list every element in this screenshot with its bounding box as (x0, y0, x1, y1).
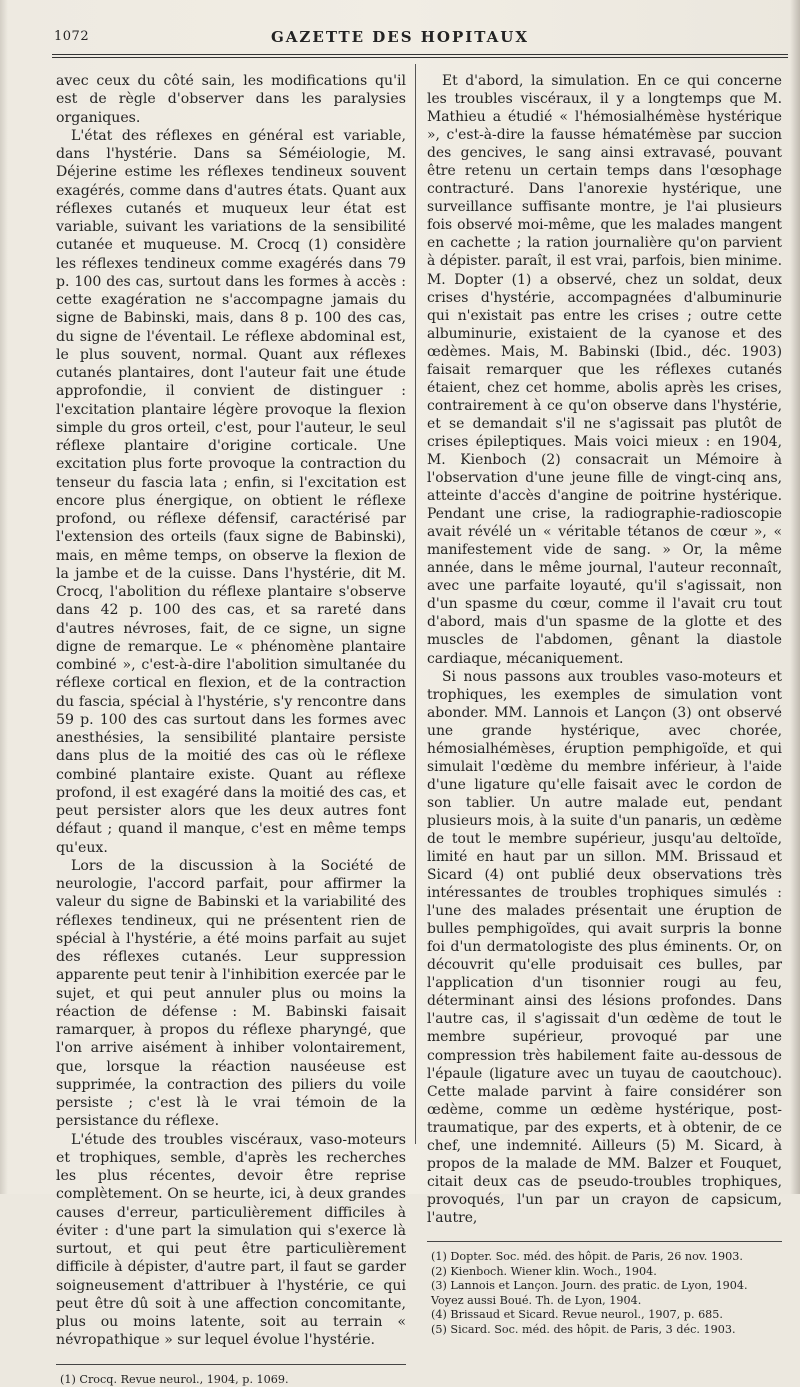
page-edge-shadow (790, 0, 800, 1194)
running-title: GAZETTE DES HOPITAUX (0, 28, 800, 46)
footnotes (427, 1250, 782, 1337)
paragraph: L'état des réflexes en général est variable, dans l'hystérie. Dans sa Séméiologie, M. Déjerine estime les réflexes tendineux souvent exagérés, comme dans d'autres états. Quant aux réflexes cutanés et muqueux leur état est variable, suivant les variations de la sensibilité cutanée et muqueuse. M. Crocq (1) considère les réflexes tendineux comme exagérés dans 79 p. 100 des cas, surtout dans les formes à accès : cette exagération ne s'accompagne jamais du signe de Babinski, mais, dans 8 p. 100 des cas, du signe de l'éventail. Le réflexe abdominal est, le plus souvent, normal. Quant aux réflexes cutanés plantaires, dont l'auteur fait une étude approfondie, il convient de distinguer : l'excitation plantaire légère provoque la flexion simple du gros orteil, c'est, pour l'auteur, le seul réflexe plantaire d'origine corticale. Une excitation plus forte provoque la contraction du tenseur du fascia lata ; enfin, si l'excitation est encore plus énergique, on obtient le réflexe profond, ou réflexe défensif, caractérisé par l'extension des orteils (faux signe de Babinski), mais, en même temps, on observe la flexion de la jambe et de la cuisse. Dans l'hystérie, dit M. Crocq, l'abolition du réflexe plantaire s'observe dans 42 p. 100 des cas, et sa rareté dans d'autres névroses, fait, de ce signe, un signe digne de remarque. Le « phénomène plantaire combiné », c'est-à-dire l'abolition simultanée du réflexe cortical en flexion, et de la contraction du fascia, spécial à l'hystérie, s'y rencontre dans 59 p. 100 des cas surtout dans les formes avec anesthésies, la sensibilité plantaire persiste dans plus de la moitié des cas où le réflexe combiné plantaire existe. Quant au réflexe profond, il est exagéré dans la moitié des cas, et peut persister alors que les deux autres font défaut ; quand il manque, c'est en même temps qu'eux. (56, 127, 406, 857)
left-column (56, 72, 406, 1387)
page-number: 1072 (54, 29, 89, 44)
footnote: (2) Kienboch. Wiener klin. Woch., 1904. (427, 1265, 782, 1280)
footnote: (5) Sicard. Soc. méd. des hôpit. de Paris, 3 déc. 1903. (427, 1323, 782, 1338)
footnote: (3) Lannois et Lançon. Journ. des pratic. de Lyon, 1904. Voyez aussi Boué. Th. de Lyon, 1904. (427, 1279, 782, 1308)
paragraph: Et d'abord, la simulation. En ce qui concerne les troubles viscéraux, il y a longtemps que M. Mathieu a étudié « l'hémosialhémèse hystérique », c'est-à-dire la fausse hématémèse par succion des gencives, le sang ainsi extravasé, pouvant être retenu un certain temps dans l'œsophage contracturé. Dans l'anorexie hystérique, une surveillance suffisante montre, je l'ai plusieurs fois observé moi-même, que les malades mangent en cachette ; la ration journalière qu'on parvient à dépister. paraît, il est vrai, parfois, bien minime. M. Dopter (1) a observé, chez un soldat, deux crises d'hystérie, accompagnées d'albuminurie qui n'existait pas entre les crises ; outre cette albuminurie, existaient de la cyanose et des œdèmes. Mais, M. Babinski (Ibid., déc. 1903) faisait remarquer que les réflexes cutanés étaient, chez cet homme, abolis après les crises, contrairement à ce qu'on observe dans l'hystérie, et se demandait s'il ne s'agissait pas plutôt de crises épileptiques. Mais voici mieux : en 1904, M. Kienboch (2) consacrait un Mémoire à l'observation d'une jeune fille de vingt-cinq ans, atteinte d'accès d'angine de poitrine hystérique. Pendant une crise, la radiographie-radioscopie avait révélé un « véritable tétanos de cœur », « manifestement vide de sang. » Or, la même année, dans le même journal, l'auteur reconnaît, avec une parfaite loyauté, qu'il s'agissait, non d'un spasme du cœur, comme il l'avait cru tout d'abord, mais d'un spasme de la glotte et des muscles de l'abdomen, gênant la diastole cardiaque, mécaniquement. (427, 72, 782, 668)
paragraph: L'étude des troubles viscéraux, vaso-moteurs et trophiques, semble, d'après les recherches les plus récentes, devoir être reprise complètement. On se heurte, ici, à deux grandes causes d'erreur, particulièrement difficiles à éviter : d'une part la simulation qui s'exerce là surtout, et qui peut être particulièrement difficile à dépister, d'autre part, il faut se garder soigneusement d'attribuer à l'hystérie, ce qui peut être dû soit à une affection concomitante, plus ou moins latente, soit au terrain « névropathique » sur lequel évolue l'hystérie. (56, 1131, 406, 1350)
paragraph: Lors de la discussion à la Société de neurologie, l'accord parfait, pour affirmer la valeur du signe de Babinski et la variabilité des réflexes tendineux, qui ne présentent rien de spécial à l'hystérie, a été moins parfait au sujet des réflexes cutanés. Leur suppression apparente peut tenir à l'inhibition exercée par le sujet, et qui peut annuler plus ou moins la réaction de défense : M. Babinski faisait ramarquer, à propos du réflexe pharyngé, que l'on arrive aisément à inhiber volontairement, que, lorsque la réaction nauséeuse est supprimée, la contraction des piliers du voile persiste ; c'est là le vrai témoin de la persistance du réflexe. (56, 857, 406, 1131)
right-column (427, 72, 782, 1337)
footnote: (1) Dopter. Soc. méd. des hôpit. de Paris, 26 nov. 1903. (427, 1250, 782, 1265)
footnotes (56, 1373, 406, 1387)
footnote: (1) Crocq. Revue neurol., 1904, p. 1069. (56, 1373, 406, 1387)
footnote-rule (427, 1241, 782, 1242)
paragraph: avec ceux du côté sain, les modifications qu'il est de règle d'observer dans les paralysies organiques. (56, 72, 406, 127)
header-rule (52, 54, 788, 58)
paragraph: Si nous passons aux troubles vaso-moteurs et trophiques, les exemples de simulation vont abonder. MM. Lannois et Lançon (3) ont observé une grande hystérique, avec chorée, hémosialhémèses, éruption pemphigoïde, et qui simulait l'œdème du membre inférieur, à l'aide d'une ligature qu'elle faisait avec le cordon de son tablier. Un autre malade eut, pendant plusieurs mois, à la suite d'un panaris, un œdème de tout le membre supérieur, jusqu'au deltoïde, limité en haut par un sillon. MM. Brissaud et Sicard (4) ont publié deux observations très intéressantes de troubles trophiques simulés : l'une des malades présentait une éruption de bulles pemphigoïdes, qui avait surpris la bonne foi d'un dermatologiste des plus éminents. Or, on découvrit qu'elle produisait ces bulles, par l'application d'un tisonnier rougi au feu, déterminant ainsi des lésions profondes. Dans l'autre cas, il s'agissait d'un œdème de tout le membre supérieur, provoqué par une compression très habilement faite au-dessous de l'épaule (ligature avec un tuyau de caoutchouc). Cette malade parvint à faire considérer son œdème, comme un œdème hystérique, post-traumatique, par des experts, et à obtenir, de ce chef, une indemnité. Ailleurs (5) M. Sicard, à propos de la malade de MM. Balzer et Fouquet, citait deux cas de pseudo-troubles trophiques, provoqués, l'un par un crayon de capsicum, l'autre, (427, 668, 782, 1227)
footnote: (4) Brissaud et Sicard. Revue neurol., 1907, p. 685. (427, 1308, 782, 1323)
column-divider (415, 64, 416, 1144)
footnote-rule (56, 1364, 406, 1365)
page-edge-shadow (0, 0, 8, 1194)
